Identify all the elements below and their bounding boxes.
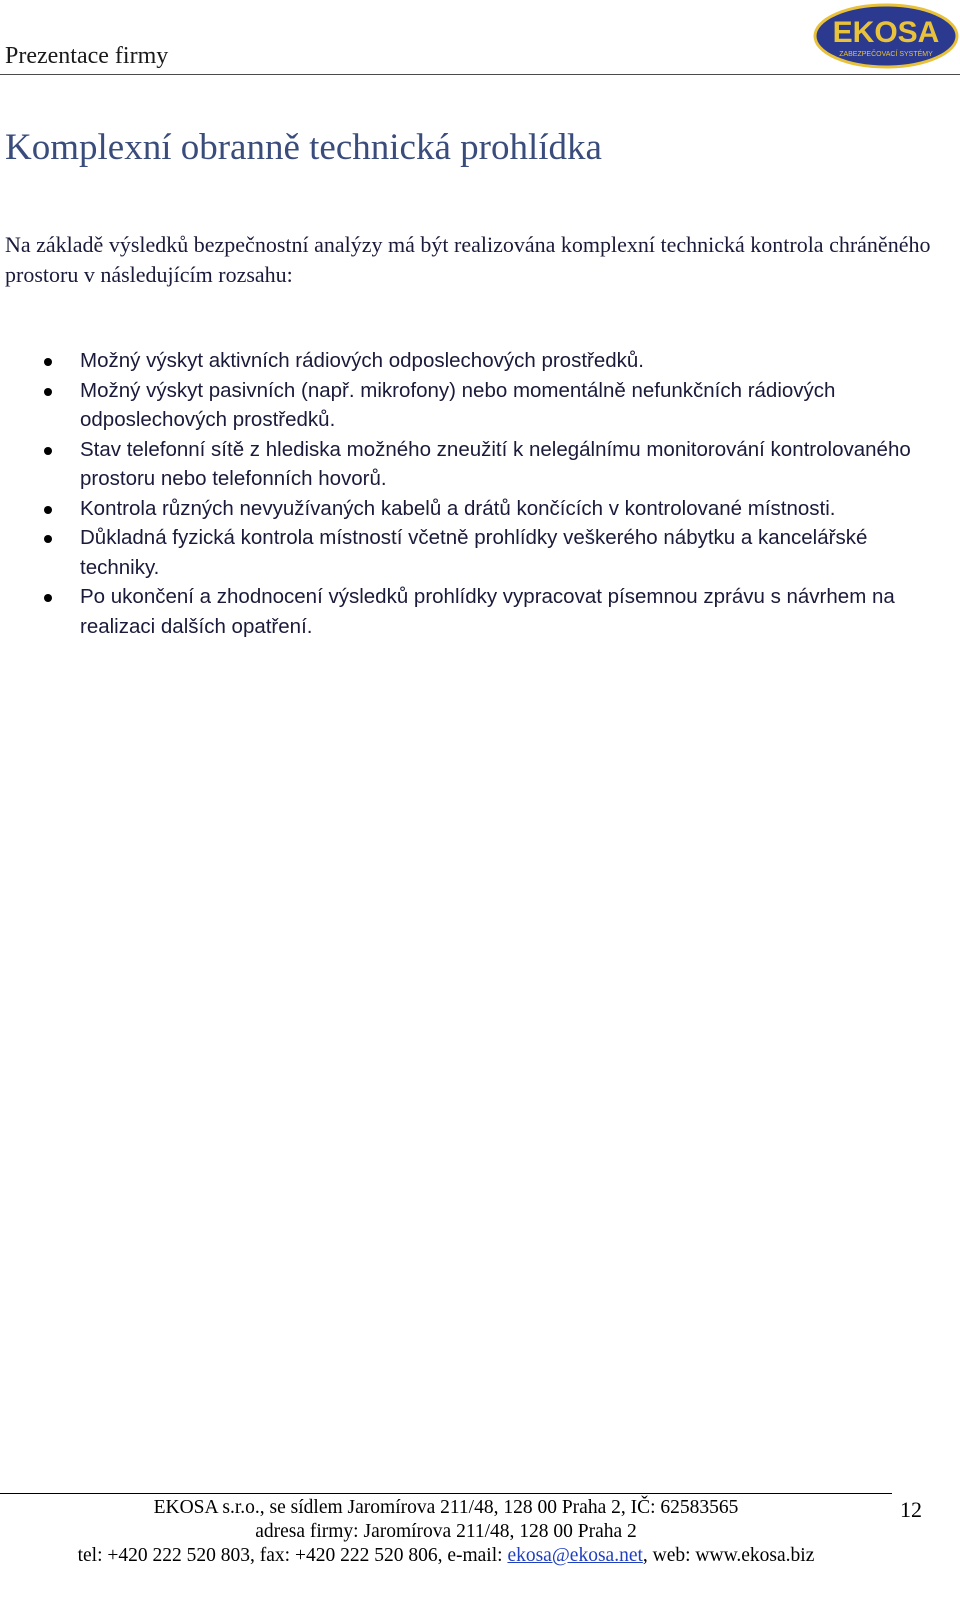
- bullet-icon: [44, 506, 52, 514]
- list-item: Po ukončení a zhodnocení výsledků prohlídky vypracovat písemnou zprávu s návrhem na realizaci dalších opatření.: [0, 582, 960, 641]
- footer-company-line: EKOSA s.r.o., se sídlem Jaromírova 211/48, 128 00 Praha 2, IČ: 62583565: [153, 1497, 739, 1518]
- email-link[interactable]: ekosa@ekosa.net: [507, 1545, 643, 1566]
- list-item: Možný výskyt aktivních rádiových odposlechových prostředků.: [0, 346, 960, 376]
- bullet-icon: [44, 535, 52, 543]
- footer-contact-line: tel: +420 222 520 803, fax: +420 222 520 806, e-mail: ekosa@ekosa.net, web: www.ekosa.biz: [77, 1545, 815, 1566]
- header-title: Prezentace firmy: [5, 43, 169, 69]
- svg-text:EKOSA: EKOSA: [832, 16, 940, 49]
- intro-paragraph: Na základě výsledků bezpečnostní analýzy má být realizována komplexní technická kontrola chráněného prostoru v následujícím rozsahu:: [5, 232, 931, 287]
- svg-text:ZABEZPEČOVACÍ SYSTÉMY: ZABEZPEČOVACÍ SYSTÉMY: [839, 51, 933, 58]
- bullet-list: [0, 346, 960, 641]
- bullet-icon: [44, 388, 52, 396]
- bullet-icon: [44, 594, 52, 602]
- ekosa-logo: [812, 2, 960, 70]
- page-number: 12: [900, 1497, 922, 1522]
- footer-address-line: adresa firmy: Jaromírova 211/48, 128 00 Praha 2: [255, 1521, 637, 1542]
- list-item: Kontrola různých nevyužívaných kabelů a drátů končících v kontrolované místnosti.: [0, 494, 960, 524]
- footer: [0, 1496, 892, 1568]
- footer-divider: [0, 1493, 892, 1494]
- list-item: Stav telefonní sítě z hlediska možného zneužití k nelegálnímu monitorování kontrolovaného prostoru nebo telefonních hovorů.: [0, 435, 960, 494]
- bullet-icon: [44, 447, 52, 455]
- list-item: Důkladná fyzická kontrola místností včetně prohlídky veškerého nábytku a kancelářské techniky.: [0, 523, 960, 582]
- list-item: Možný výskyt pasivních (např. mikrofony) nebo momentálně nefunkčních rádiových odposlechových prostředků.: [0, 376, 960, 435]
- page-heading: Komplexní obranně technická prohlídka: [5, 127, 602, 168]
- bullet-icon: [44, 358, 52, 366]
- header-divider: [0, 74, 960, 75]
